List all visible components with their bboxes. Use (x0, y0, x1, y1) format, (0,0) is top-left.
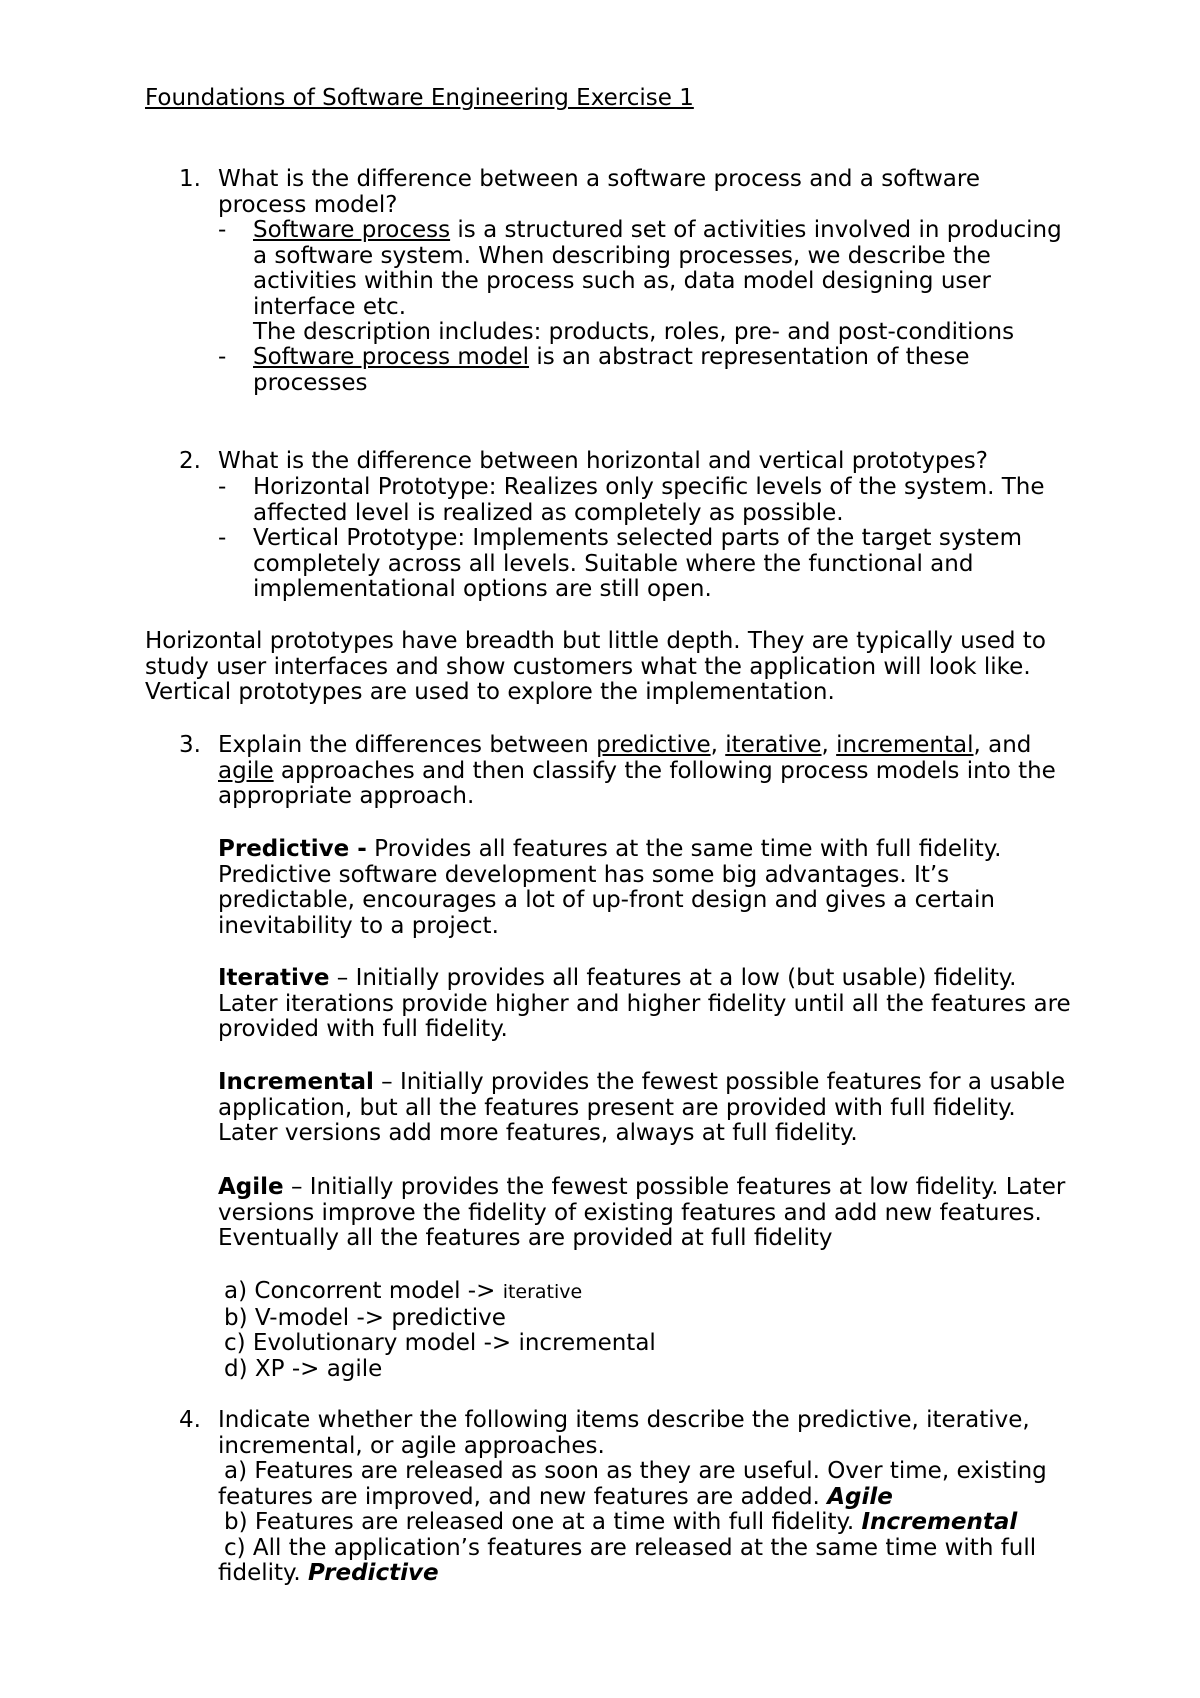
definition-agile (218, 1175, 1065, 1252)
text-line: processes (253, 369, 368, 396)
text-line: is a structured set of activities involved in producing (450, 217, 1062, 243)
question-number: 1. (179, 166, 201, 192)
text-line: Later versions add more features, always at full fidelity. (218, 1120, 858, 1146)
question-text (218, 449, 988, 475)
list-item: c) Evolutionary model -> incremental (224, 1330, 656, 1356)
text-run: b) Features are released one at a time with full fidelity. (224, 1509, 862, 1535)
text-run: a) Concorrent model -> (224, 1278, 503, 1304)
text-line: a) Features are released as soon as they are useful. Over time, existing (224, 1458, 1047, 1484)
text-line: predictable, encourages a lot of up-front design and gives a certain (218, 887, 995, 913)
text-line: The description includes: products, roles, pre- and post-conditions (253, 319, 1015, 345)
answer-text: Incremental (861, 1509, 1018, 1535)
question-text (218, 1408, 1047, 1587)
text-line: incremental, or agile approaches. (218, 1432, 605, 1459)
definition-heading: Incremental (218, 1069, 374, 1095)
text-line: inevitability to a project. (218, 912, 499, 939)
term-underlined: Software process (253, 217, 451, 243)
text-line: versions improve the fidelity of existing features and add new features. (218, 1199, 1042, 1226)
bullet-dash: - (218, 525, 227, 551)
list-item: b) V-model -> predictive (224, 1304, 506, 1331)
text-line: activities within the process such as, data model designing user (253, 268, 992, 294)
bullet-item (253, 475, 1045, 526)
answer-text: iterative (502, 1281, 583, 1303)
text-line: Vertical Prototype: Implements selected parts of the target system (253, 525, 1022, 551)
term-underlined: agile (218, 757, 274, 784)
definition-heading: Iterative (218, 965, 330, 991)
text-run: features are improved, and new features are added. (218, 1483, 828, 1510)
term-underlined: incremental (836, 732, 974, 758)
question-number: 3. (179, 732, 201, 758)
answer-text: Predictive (308, 1560, 439, 1586)
text-line: application, but all the features present are provided with full fidelity. (218, 1094, 1016, 1121)
text-line: interface etc. (253, 293, 407, 320)
text-run: Provides all features at the same time with full fidelity. (366, 836, 1002, 862)
text-line: Indicate whether the following items describe the predictive, iterative, (218, 1407, 1030, 1433)
bullet-item (253, 526, 1022, 603)
text-run: – Initially provides all features at a low (but usable) fidelity. (329, 965, 1017, 991)
page-title: Foundations of Software Engineering Exercise 1 (145, 85, 694, 111)
bullet-item (253, 345, 970, 396)
classification-list (224, 1279, 656, 1382)
text-line: Horizontal Prototype: Realizes only specific levels of the system. The (253, 474, 1045, 500)
definition-predictive (218, 837, 1001, 939)
text-line: What is the difference between horizontal and vertical prototypes? (218, 448, 988, 474)
term-underlined: predictive (596, 732, 711, 758)
question-number: 4. (179, 1407, 201, 1433)
bullet-dash: - (218, 474, 227, 500)
text-line: Eventually all the features are provided at full fidelity (218, 1225, 833, 1251)
text-run: – Initially provides the fewest possible features at low fidelity. Later (283, 1174, 1066, 1200)
text-run: Explain the differences between (218, 732, 597, 758)
text-line: Later iterations provide higher and higher fidelity until all the features are (218, 990, 1071, 1017)
bullet-dash: - (218, 344, 227, 370)
text-line: implementational options are still open. (253, 576, 712, 602)
term-underlined: Software process model (253, 344, 530, 370)
text-line: provided with full fidelity. (218, 1016, 508, 1042)
question-number: 2. (179, 448, 201, 474)
text-run: , (710, 732, 726, 758)
definition-heading: Predictive - (218, 836, 367, 862)
text-run: , (821, 732, 837, 758)
text-run: – Initially provides the fewest possible features for a usable (373, 1069, 1066, 1095)
question-text (218, 733, 1056, 810)
text-line: appropriate approach. (218, 783, 475, 809)
list-item (224, 1279, 656, 1306)
text-run: approaches and then classify the following process models into the (273, 757, 1056, 784)
bullet-dash: - (218, 217, 227, 243)
text-run: fidelity. (218, 1560, 308, 1586)
definition-heading: Agile (218, 1174, 284, 1200)
bullet-item (253, 218, 1062, 346)
definition-iterative (218, 966, 1071, 1043)
text-line: is an abstract representation of these (529, 344, 970, 370)
text-line: Horizontal prototypes have breadth but little depth. They are typically used to (145, 628, 1046, 654)
paragraph (145, 629, 1046, 706)
definition-incremental (218, 1070, 1065, 1147)
text-run: , and (973, 732, 1032, 758)
answer-text: Agile (827, 1483, 893, 1510)
list-item: d) XP -> agile (224, 1355, 383, 1382)
term-underlined: iterative (725, 732, 822, 758)
text-line: affected level is realized as completely as possible. (253, 499, 844, 526)
text-line: Vertical prototypes are used to explore the implementation. (145, 679, 835, 705)
text-line: study user interfaces and show customers what the application will look like. (145, 653, 1031, 680)
question-text (218, 167, 980, 218)
text-line: a software system. When describing processes, we describe the (253, 242, 991, 269)
text-line: c) All the application’s features are released at the same time with full (224, 1534, 1037, 1561)
text-line: What is the difference between a software process and a software (218, 166, 980, 192)
text-line: Predictive software development has some big advantages. It’s (218, 861, 950, 888)
text-line: completely across all levels. Suitable where the functional and (253, 550, 974, 577)
text-line: process model? (218, 191, 398, 218)
